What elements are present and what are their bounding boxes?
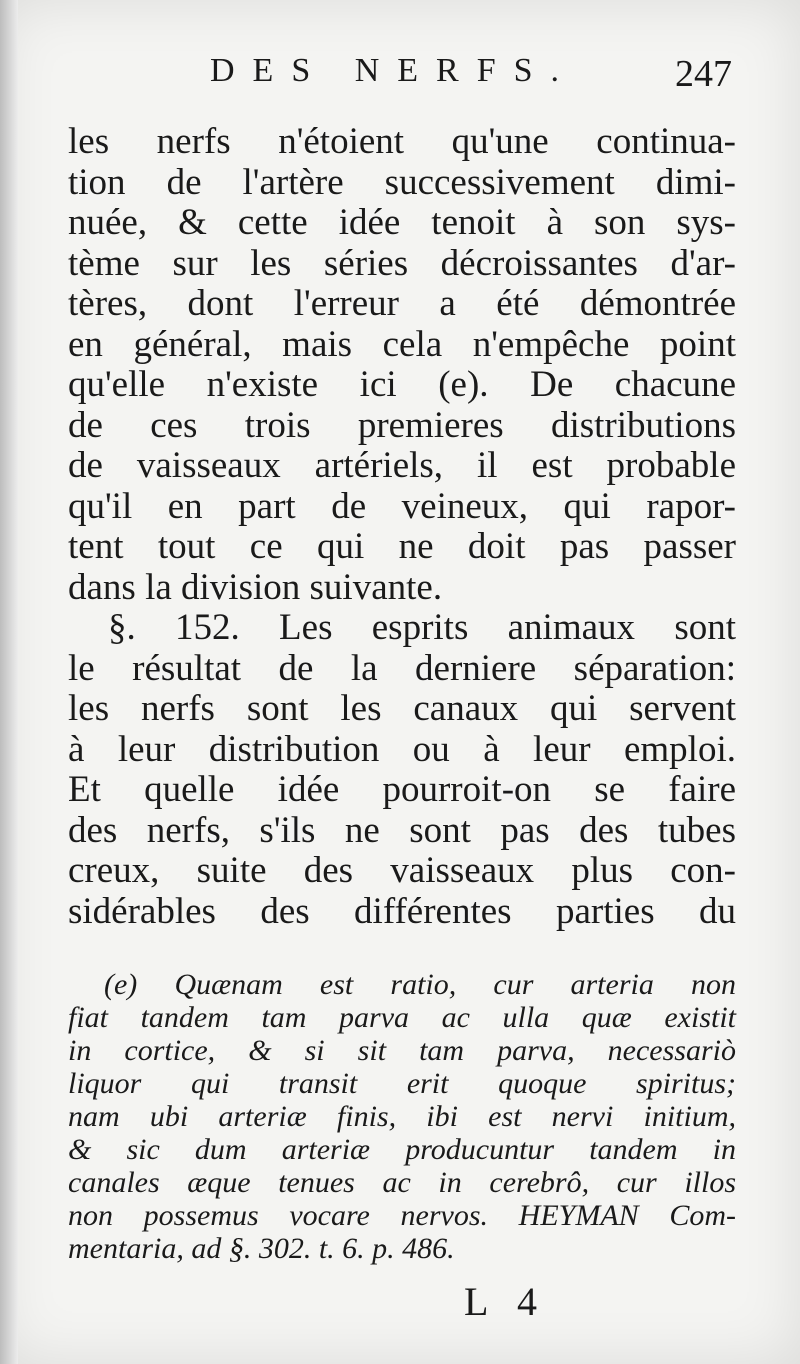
text-line: des nerfs, s'ils ne sont pas des tubes <box>68 809 736 851</box>
section-start-line: §. 152. Les esprits animaux sont <box>108 607 736 648</box>
text-line: tent tout ce qui ne doit pas passer <box>68 526 736 567</box>
footnote-line: & sic dum arteriæ producuntur tandem in <box>68 1133 736 1166</box>
text-line: dans la division suivante. <box>68 566 443 608</box>
text-line: de vaisseaux artériels, il est probable <box>68 445 736 486</box>
footnote-line: nam ubi arteriæ finis, ibi est nervi initium, <box>68 1100 736 1133</box>
running-title: DES NERFS. <box>210 52 578 89</box>
text-line: de ces trois premieres distributions <box>68 404 736 446</box>
footnote-line: in cortice, & si sit tam parva, necessariò <box>68 1034 736 1067</box>
page-number: 247 <box>675 53 732 95</box>
text-line: nuée, & cette idée tenoit à son sys- <box>68 202 736 243</box>
footnote-line: non possemus vocare nervos. HEYMAN Com- <box>68 1199 736 1232</box>
footnote <box>68 968 736 1265</box>
footnote-line: mentaria, ad §. 302. t. 6. p. 486. <box>68 1232 455 1265</box>
text-line: Et quelle idée pourroit-on se faire <box>68 769 736 810</box>
text-line: creux, suite des vaisseaux plus con- <box>68 850 736 891</box>
text-line: qu'elle n'existe ici (e). De chacune <box>68 364 736 405</box>
footnote-line: fiat tandem tam parva ac ulla quæ existit <box>68 1001 736 1034</box>
text-line: tème sur les séries décroissantes d'ar- <box>68 242 736 284</box>
text-line: en général, mais cela n'empêche point <box>68 323 736 365</box>
text-line: les nerfs sont les canaux qui servent <box>68 688 736 729</box>
signature-mark: L 4 <box>464 1279 547 1324</box>
text-line: le résultat de la derniere séparation: <box>68 647 736 689</box>
text-line: tères, dont l'erreur a été démontrée <box>68 283 736 324</box>
page-edge-shadow <box>0 0 18 1364</box>
text-line: sidérables des différentes parties du <box>68 890 736 932</box>
text-line: les nerfs n'étoient qu'une continua- <box>68 121 736 162</box>
footnote-line: (e) Quænam est ratio, cur arteria non <box>104 968 736 1001</box>
footnote-line: canales æque tenues ac in cerebrô, cur illos <box>68 1166 736 1199</box>
text-line: tion de l'artère successivement dimi- <box>68 161 736 203</box>
text-line: à leur distribution ou à leur emploi. <box>68 728 736 770</box>
text-line: qu'il en part de veineux, qui rapor- <box>68 485 736 527</box>
footnote-line: liquor qui transit erit quoque spiritus; <box>68 1067 736 1100</box>
main-text <box>68 122 736 932</box>
running-header <box>0 52 800 102</box>
